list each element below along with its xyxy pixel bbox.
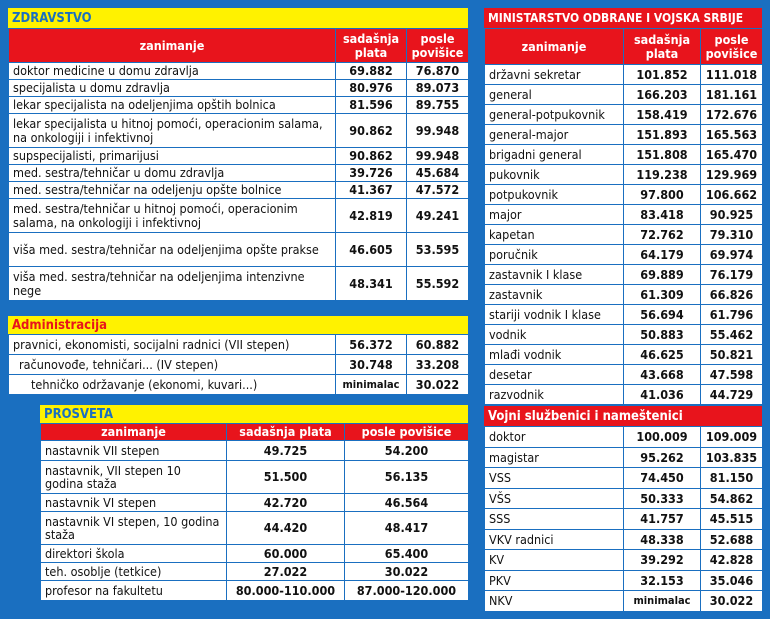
raised-salary-cell: 56.135: [345, 461, 469, 494]
raised-salary-cell: 90.925: [701, 205, 763, 225]
occupation-cell: kapetan: [485, 225, 624, 245]
table-row: [485, 550, 763, 571]
table-row: [485, 285, 763, 305]
occupation-cell: državni sekretar: [485, 65, 624, 85]
current-salary-cell: 69.889: [624, 265, 701, 285]
current-salary-cell: 119.238: [624, 165, 701, 185]
table-row: [485, 325, 763, 345]
raised-salary-cell: 99.948: [407, 114, 469, 148]
header-zanimanje: zanimanje: [9, 29, 336, 63]
current-salary-cell: 151.808: [624, 145, 701, 165]
table-row: [485, 65, 763, 85]
raised-salary-cell: 109.009: [701, 427, 763, 448]
raised-salary-cell: 103.835: [701, 447, 763, 468]
raised-salary-cell: 65.400: [345, 545, 469, 563]
raised-salary-cell: 55.592: [407, 267, 469, 301]
raised-salary-cell: 60.882: [407, 335, 469, 355]
occupation-cell: profesor na fakultetu: [41, 581, 227, 601]
header-posle-povisice: posle povišice: [701, 29, 763, 65]
raised-salary-cell: 47.572: [407, 182, 469, 199]
raised-salary-cell: 47.598: [701, 365, 763, 385]
current-salary-cell: 39.292: [624, 550, 701, 571]
table-row: [485, 427, 763, 448]
header-sadasnja-plata: sadašnja plata: [624, 29, 701, 65]
table-row: [485, 447, 763, 468]
occupation-cell: nastavnik VI stepen: [41, 494, 227, 512]
raised-salary-cell: 30.022: [345, 563, 469, 581]
vojska-title: MINISTARSTVO ODBRANE I VOJSKA SRBIJE: [484, 8, 762, 28]
occupation-cell: general-major: [485, 125, 624, 145]
vojni-sluzbenici-title: Vojni službenici i nameštenici: [484, 406, 762, 426]
occupation-cell: major: [485, 205, 624, 225]
occupation-cell: med. sestra/tehničar u hitnoj pomoći, operacionim salama, na onkologiji i infektivnoj: [9, 199, 336, 233]
administracija-table: [8, 334, 469, 395]
occupation-cell: stariji vodnik I klase: [485, 305, 624, 325]
current-salary-cell: minimalac: [336, 375, 407, 395]
table-row: [41, 545, 469, 563]
table-row: [41, 563, 469, 581]
raised-salary-cell: 69.974: [701, 245, 763, 265]
current-salary-cell: 46.605: [336, 233, 407, 267]
current-salary-cell: 166.203: [624, 85, 701, 105]
table-row: [485, 165, 763, 185]
current-salary-cell: 80.000-110.000: [227, 581, 345, 601]
raised-salary-cell: 165.563: [701, 125, 763, 145]
occupation-cell: zastavnik: [485, 285, 624, 305]
table-row: [9, 97, 469, 114]
current-salary-cell: 50.883: [624, 325, 701, 345]
current-salary-cell: 56.372: [336, 335, 407, 355]
occupation-cell: teh. osoblje (tetkice): [41, 563, 227, 581]
table-row: [9, 165, 469, 182]
raised-salary-cell: 44.729: [701, 385, 763, 405]
current-salary-cell: 51.500: [227, 461, 345, 494]
table-row: [485, 105, 763, 125]
current-salary-cell: 32.153: [624, 570, 701, 591]
raised-salary-cell: 30.022: [701, 591, 763, 612]
current-salary-cell: 27.022: [227, 563, 345, 581]
current-salary-cell: 64.179: [624, 245, 701, 265]
header-zanimanje: zanimanje: [41, 424, 227, 441]
table-row: [41, 461, 469, 494]
occupation-cell: general: [485, 85, 624, 105]
current-salary-cell: 42.720: [227, 494, 345, 512]
raised-salary-cell: 48.417: [345, 512, 469, 545]
current-salary-cell: 80.976: [336, 80, 407, 97]
current-salary-cell: 151.893: [624, 125, 701, 145]
raised-salary-cell: 76.870: [407, 63, 469, 80]
raised-salary-cell: 81.150: [701, 468, 763, 489]
raised-salary-cell: 54.862: [701, 488, 763, 509]
table-row: [9, 63, 469, 80]
occupation-cell: lekar specijalista u hitnoj pomoći, operacionim salama, na onkologiji i infektivnoj: [9, 114, 336, 148]
raised-salary-cell: 46.564: [345, 494, 469, 512]
occupation-cell: viša med. sestra/tehničar na odeljenjima intenzivne nege: [9, 267, 336, 301]
header-zanimanje: zanimanje: [485, 29, 624, 65]
table-row: [485, 305, 763, 325]
raised-salary-cell: 45.515: [701, 509, 763, 530]
current-salary-cell: 42.819: [336, 199, 407, 233]
current-salary-cell: 44.420: [227, 512, 345, 545]
occupation-cell: razvodnik: [485, 385, 624, 405]
current-salary-cell: 41.757: [624, 509, 701, 530]
current-salary-cell: 50.333: [624, 488, 701, 509]
current-salary-cell: 48.341: [336, 267, 407, 301]
raised-salary-cell: 99.948: [407, 148, 469, 165]
table-row: [485, 125, 763, 145]
table-row: [41, 512, 469, 545]
occupation-cell: PKV: [485, 570, 624, 591]
occupation-cell: direktori škola: [41, 545, 227, 563]
occupation-cell: nastavnik VI stepen, 10 godina staža: [41, 512, 227, 545]
occupation-cell: mlađi vodnik: [485, 345, 624, 365]
raised-salary-cell: 30.022: [407, 375, 469, 395]
table-row: [485, 245, 763, 265]
occupation-cell: supspecijalisti, primarijusi: [9, 148, 336, 165]
current-salary-cell: 69.882: [336, 63, 407, 80]
table-row: [9, 375, 469, 395]
table-row: [9, 148, 469, 165]
raised-salary-cell: 49.241: [407, 199, 469, 233]
current-salary-cell: 90.862: [336, 148, 407, 165]
raised-salary-cell: 54.200: [345, 441, 469, 461]
occupation-cell: zastavnik I klase: [485, 265, 624, 285]
occupation-cell: VKV radnici: [485, 529, 624, 550]
table-row: [9, 267, 469, 301]
current-salary-cell: 81.596: [336, 97, 407, 114]
raised-salary-cell: 106.662: [701, 185, 763, 205]
current-salary-cell: 39.726: [336, 165, 407, 182]
table-row: [9, 199, 469, 233]
occupation-cell: specijalista u domu zdravlja: [9, 80, 336, 97]
occupation-cell: med. sestra/tehničar u domu zdravlja: [9, 165, 336, 182]
prosveta-title: PROSVETA: [40, 405, 468, 423]
occupation-cell: magistar: [485, 447, 624, 468]
header-sadasnja-plata: sadašnja plata: [227, 424, 345, 441]
occupation-cell: potpukovnik: [485, 185, 624, 205]
current-salary-cell: 60.000: [227, 545, 345, 563]
table-row: [485, 591, 763, 612]
table-row: [9, 335, 469, 355]
header-posle-povisice: posle povišice: [345, 424, 469, 441]
table-row: [41, 494, 469, 512]
raised-salary-cell: 181.161: [701, 85, 763, 105]
table-row: [485, 468, 763, 489]
table-row: [485, 345, 763, 365]
raised-salary-cell: 87.000-120.000: [345, 581, 469, 601]
occupation-cell: poručnik: [485, 245, 624, 265]
current-salary-cell: 56.694: [624, 305, 701, 325]
raised-salary-cell: 66.826: [701, 285, 763, 305]
table-row: [9, 182, 469, 199]
current-salary-cell: 43.668: [624, 365, 701, 385]
occupation-cell: brigadni general: [485, 145, 624, 165]
raised-salary-cell: 42.828: [701, 550, 763, 571]
table-row: [485, 570, 763, 591]
occupation-cell: nastavnik, VII stepen 10 godina staža: [41, 461, 227, 494]
occupation-cell: viša med. sestra/tehničar na odeljenjima opšte prakse: [9, 233, 336, 267]
table-row: [485, 225, 763, 245]
raised-salary-cell: 165.470: [701, 145, 763, 165]
table-row: [485, 85, 763, 105]
current-salary-cell: 30.748: [336, 355, 407, 375]
occupation-cell: vodnik: [485, 325, 624, 345]
current-salary-cell: 90.862: [336, 114, 407, 148]
current-salary-cell: 158.419: [624, 105, 701, 125]
table-row: [485, 509, 763, 530]
raised-salary-cell: 172.676: [701, 105, 763, 125]
raised-salary-cell: 52.688: [701, 529, 763, 550]
current-salary-cell: 101.852: [624, 65, 701, 85]
occupation-cell: pukovnik: [485, 165, 624, 185]
zdravstvo-table: [8, 28, 469, 301]
raised-salary-cell: 79.310: [701, 225, 763, 245]
occupation-cell: računovođe, tehničari... (IV stepen): [9, 355, 336, 375]
prosveta-table: [40, 423, 469, 601]
zdravstvo-title: ZDRAVSTVO: [8, 8, 468, 28]
occupation-cell: pravnici, ekonomisti, socijalni radnici (VII stepen): [9, 335, 336, 355]
table-row: [9, 114, 469, 148]
table-row: [485, 365, 763, 385]
table-row: [485, 488, 763, 509]
header-posle-povisice: posle povišice: [407, 29, 469, 63]
raised-salary-cell: 61.796: [701, 305, 763, 325]
occupation-cell: nastavnik VII stepen: [41, 441, 227, 461]
table-row: [485, 529, 763, 550]
table-row: [41, 441, 469, 461]
occupation-cell: doktor medicine u domu zdravlja: [9, 63, 336, 80]
current-salary-cell: 83.418: [624, 205, 701, 225]
occupation-cell: general-potpukovnik: [485, 105, 624, 125]
table-row: [9, 233, 469, 267]
administracija-title: Administracija: [8, 316, 468, 334]
current-salary-cell: 97.800: [624, 185, 701, 205]
occupation-cell: SSS: [485, 509, 624, 530]
table-row: [485, 205, 763, 225]
occupation-cell: lekar specijalista na odeljenjima opštih bolnica: [9, 97, 336, 114]
table-row: [41, 581, 469, 601]
vojska-table: [484, 28, 763, 405]
occupation-cell: KV: [485, 550, 624, 571]
current-salary-cell: 48.338: [624, 529, 701, 550]
current-salary-cell: 100.009: [624, 427, 701, 448]
raised-salary-cell: 50.821: [701, 345, 763, 365]
raised-salary-cell: 89.755: [407, 97, 469, 114]
raised-salary-cell: 53.595: [407, 233, 469, 267]
table-row: [485, 265, 763, 285]
occupation-cell: VŠS: [485, 488, 624, 509]
table-row: [9, 80, 469, 97]
table-row: [485, 385, 763, 405]
header-sadasnja-plata: sadašnja plata: [336, 29, 407, 63]
current-salary-cell: 49.725: [227, 441, 345, 461]
raised-salary-cell: 129.969: [701, 165, 763, 185]
current-salary-cell: 95.262: [624, 447, 701, 468]
raised-salary-cell: 33.208: [407, 355, 469, 375]
raised-salary-cell: 89.073: [407, 80, 469, 97]
current-salary-cell: 46.625: [624, 345, 701, 365]
table-row: [485, 185, 763, 205]
raised-salary-cell: 35.046: [701, 570, 763, 591]
occupation-cell: doktor: [485, 427, 624, 448]
raised-salary-cell: 111.018: [701, 65, 763, 85]
vojni-sluzbenici-table: [484, 426, 763, 612]
occupation-cell: NKV: [485, 591, 624, 612]
table-row: [9, 355, 469, 375]
current-salary-cell: 61.309: [624, 285, 701, 305]
occupation-cell: tehničko održavanje (ekonomi, kuvari...): [9, 375, 336, 395]
occupation-cell: VSS: [485, 468, 624, 489]
current-salary-cell: 72.762: [624, 225, 701, 245]
table-row: [485, 145, 763, 165]
current-salary-cell: minimalac: [624, 591, 701, 612]
raised-salary-cell: 55.462: [701, 325, 763, 345]
occupation-cell: med. sestra/tehničar na odeljenju opšte bolnice: [9, 182, 336, 199]
raised-salary-cell: 76.179: [701, 265, 763, 285]
current-salary-cell: 41.367: [336, 182, 407, 199]
current-salary-cell: 41.036: [624, 385, 701, 405]
current-salary-cell: 74.450: [624, 468, 701, 489]
occupation-cell: desetar: [485, 365, 624, 385]
raised-salary-cell: 45.684: [407, 165, 469, 182]
